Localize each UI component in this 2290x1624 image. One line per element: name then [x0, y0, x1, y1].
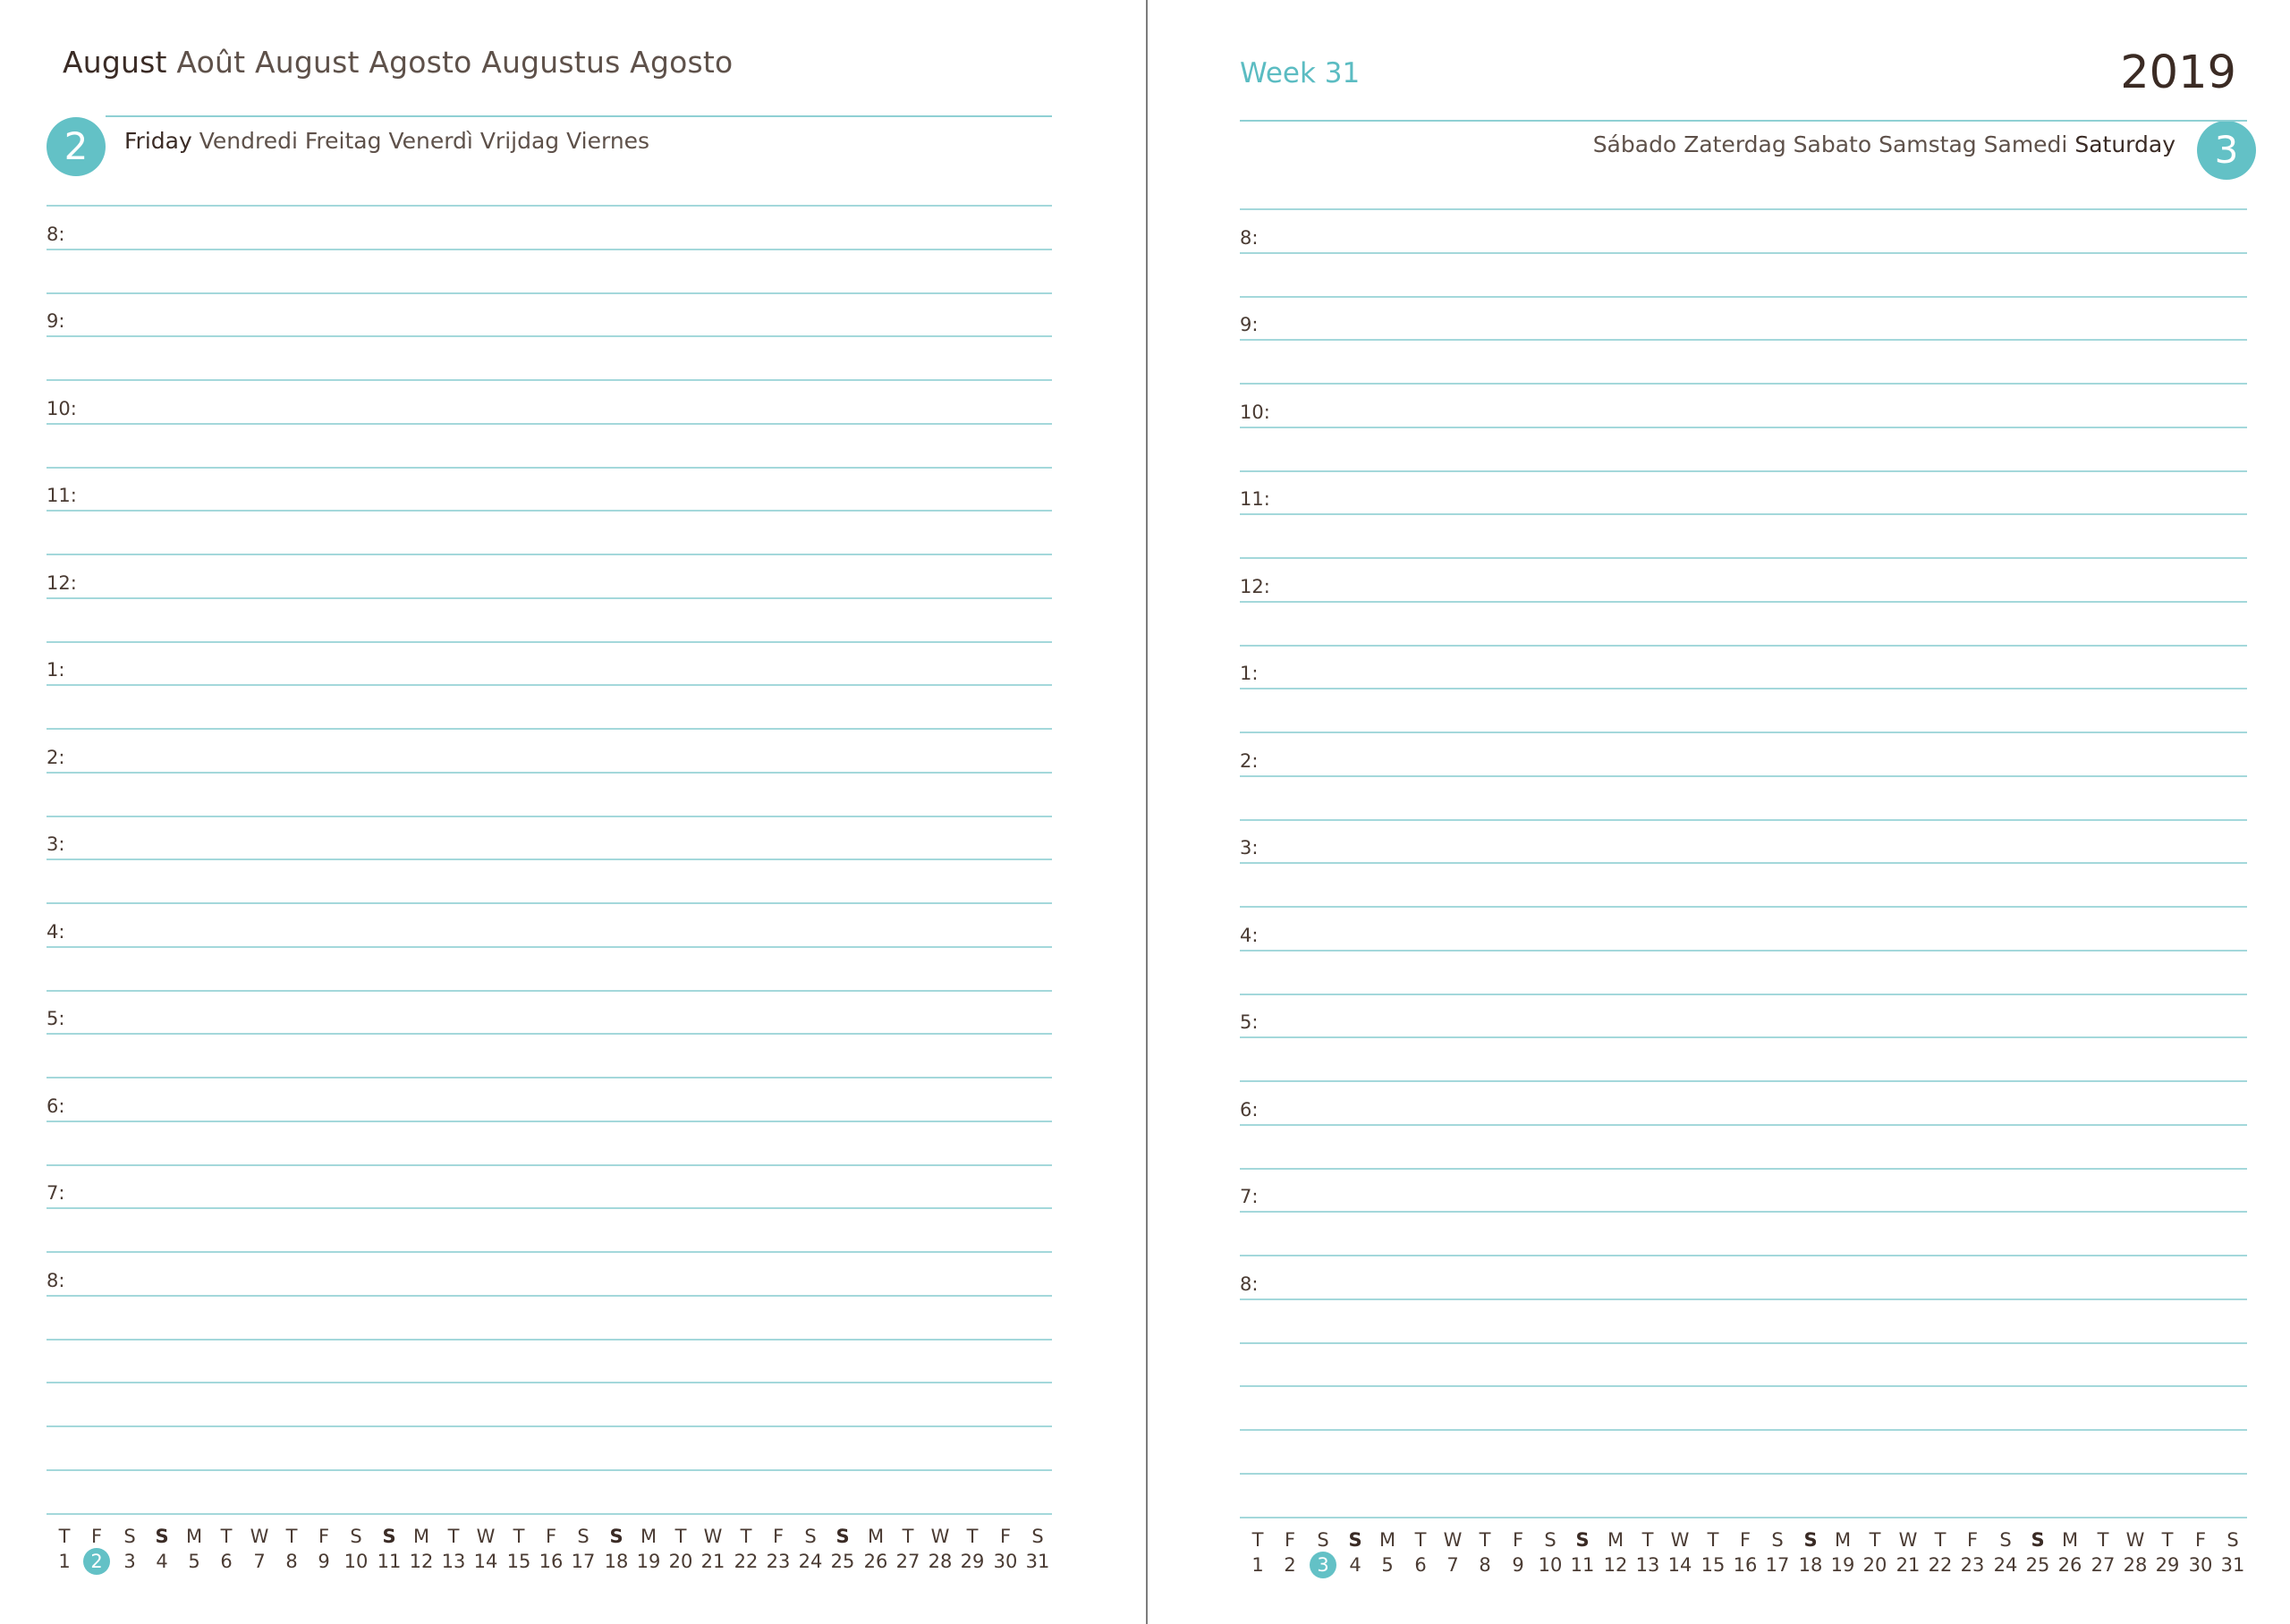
calendar-date[interactable]: 11	[377, 1551, 402, 1572]
calendar-weekday-letter: S	[1803, 1529, 1818, 1551]
hour-label: 3:	[1240, 837, 1259, 859]
ruled-line	[1240, 1473, 2247, 1475]
calendar-date[interactable]: 28	[928, 1551, 953, 1572]
calendar-weekday-letter: T	[447, 1526, 460, 1547]
month-title	[63, 45, 733, 80]
calendar-date[interactable]: 4	[1349, 1554, 1361, 1576]
calendar-date[interactable]: 12	[409, 1551, 434, 1572]
month-name-es: Agosto	[630, 45, 734, 80]
calendar-weekday-letter: W	[1898, 1529, 1918, 1551]
calendar-date[interactable]: 26	[2057, 1554, 2082, 1576]
ruled-line	[1240, 1342, 2247, 1344]
hour-label: 11:	[1240, 488, 1270, 510]
calendar-weekday-letter: W	[2125, 1529, 2145, 1551]
month-name-primary: August	[63, 45, 167, 80]
ruled-line	[1240, 994, 2247, 995]
ruled-line	[1240, 950, 2247, 952]
calendar-date[interactable]: 7	[253, 1551, 266, 1572]
calendar-date[interactable]: 22	[1928, 1554, 1953, 1576]
calendar-date[interactable]: 1	[58, 1551, 71, 1572]
hour-label: 6:	[1240, 1099, 1259, 1121]
calendar-date[interactable]: 17	[571, 1551, 596, 1572]
calendar-weekday-letter: W	[703, 1526, 723, 1547]
calendar-date[interactable]: 13	[441, 1551, 466, 1572]
day-name-it: Sabato	[1793, 131, 1872, 157]
calendar-weekday-letter: T	[1934, 1529, 1946, 1551]
calendar-weekday-letter: F	[1966, 1529, 1979, 1551]
day-name-fr: Samedi	[1983, 131, 2068, 157]
ruled-line	[47, 816, 1052, 817]
ruled-line	[47, 597, 1052, 599]
ruled-line	[1240, 252, 2247, 254]
calendar-weekday-letter: S	[2226, 1529, 2239, 1551]
calendar-weekday-letter: S	[382, 1526, 396, 1547]
calendar-date[interactable]: 5	[188, 1551, 200, 1572]
ruled-line	[1240, 1168, 2247, 1170]
calendar-weekday-letter: S	[350, 1526, 362, 1547]
hour-label: 6:	[47, 1095, 65, 1117]
day-name-de: Samstag	[1879, 131, 1977, 157]
calendar-date[interactable]: 15	[506, 1551, 531, 1572]
calendar-weekday-letter: S	[1317, 1529, 1329, 1551]
calendar-weekday-letter: F	[1512, 1529, 1524, 1551]
ruled-line	[47, 1033, 1052, 1035]
calendar-weekday-letter: W	[1443, 1529, 1463, 1551]
calendar-weekday-letter: F	[545, 1526, 557, 1547]
day-number-badge: 3	[2197, 121, 2256, 180]
calendar-weekday-letter: T	[1869, 1529, 1881, 1551]
day-name-nl: Vrijdag	[479, 128, 560, 154]
calendar-date[interactable]: 10	[1538, 1554, 1563, 1576]
hour-label: 7:	[1240, 1186, 1259, 1207]
ruled-line	[47, 902, 1052, 904]
ruled-line	[47, 1339, 1052, 1341]
calendar-date[interactable]: 19	[636, 1551, 661, 1572]
day-name-nl: Zaterdag	[1684, 131, 1786, 157]
ruled-line	[47, 728, 1052, 730]
calendar-weekday-letter: S	[123, 1526, 136, 1547]
month-name-fr: Août	[176, 45, 246, 80]
ruled-line	[1240, 383, 2247, 385]
ruled-line	[1240, 1124, 2247, 1126]
calendar-weekday-letter: S	[609, 1526, 623, 1547]
hour-label: 10:	[47, 398, 77, 419]
calendar-weekday-letter: S	[1771, 1529, 1784, 1551]
calendar-weekday-letter: F	[999, 1526, 1012, 1547]
calendar-date[interactable]: 2	[1284, 1554, 1296, 1576]
calendar-date[interactable]: 3	[123, 1551, 136, 1572]
calendar-weekday-letter: M	[1607, 1529, 1624, 1551]
calendar-weekday-letter: T	[285, 1526, 298, 1547]
calendar-date[interactable]: 27	[2091, 1554, 2116, 1576]
calendar-weekday-letter: S	[1031, 1526, 1044, 1547]
ruled-line	[1240, 1298, 2247, 1300]
calendar-date[interactable]: 1	[1251, 1554, 1264, 1576]
ruled-line	[47, 990, 1052, 992]
calendar-weekday-letter: M	[412, 1526, 430, 1547]
calendar-date[interactable]: 29	[960, 1551, 985, 1572]
calendar-weekday-letter: S	[835, 1526, 850, 1547]
hour-label: 8:	[1240, 227, 1259, 249]
hour-label: 4:	[47, 921, 65, 943]
hour-label: 9:	[1240, 314, 1259, 335]
day-name-primary: Saturday	[2074, 131, 2176, 157]
calendar-weekday-letter: T	[902, 1526, 914, 1547]
hour-label: 2:	[1240, 750, 1259, 772]
ruled-line	[47, 859, 1052, 860]
hour-label: 11:	[47, 485, 77, 506]
day-names	[1593, 131, 2176, 157]
hour-label: 8:	[47, 224, 65, 245]
month-name-de: August	[254, 45, 360, 80]
ruled-line	[47, 684, 1052, 686]
calendar-date[interactable]: 9	[1512, 1554, 1524, 1576]
calendar-date-selected[interactable]: 2	[83, 1548, 110, 1575]
calendar-date[interactable]: 22	[734, 1551, 759, 1572]
ruled-line	[47, 1121, 1052, 1122]
ruled-line	[1240, 1385, 2247, 1387]
hour-label: 9:	[47, 310, 65, 332]
calendar-date[interactable]: 16	[1733, 1554, 1758, 1576]
calendar-date[interactable]: 16	[539, 1551, 564, 1572]
ruled-line	[1240, 339, 2247, 341]
calendar-date[interactable]: 23	[1960, 1554, 1985, 1576]
calendar-weekday-letter: T	[2097, 1529, 2109, 1551]
calendar-date[interactable]: 13	[1635, 1554, 1660, 1576]
calendar-weekday-letter: W	[930, 1526, 950, 1547]
ruled-line	[1240, 470, 2247, 472]
calendar-weekday-letter: T	[1414, 1529, 1427, 1551]
ruled-line	[47, 1164, 1052, 1166]
calendar-weekday-letter: S	[1575, 1529, 1590, 1551]
ruled-line	[1240, 732, 2247, 733]
ruled-line	[47, 510, 1052, 512]
calendar-date[interactable]: 28	[2123, 1554, 2148, 1576]
ruled-line	[1240, 1517, 2247, 1518]
calendar-weekday-letter: S	[1544, 1529, 1556, 1551]
ruled-line	[1240, 1429, 2247, 1431]
calendar-date[interactable]: 5	[1381, 1554, 1394, 1576]
header-rule	[106, 115, 1052, 117]
calendar-weekday-letter: M	[1378, 1529, 1396, 1551]
calendar-date[interactable]: 25	[2025, 1554, 2050, 1576]
ruled-line	[47, 772, 1052, 774]
ruled-line	[1240, 1255, 2247, 1256]
calendar-weekday-letter: T	[1251, 1529, 1264, 1551]
calendar-weekday-letter: M	[1834, 1529, 1852, 1551]
calendar-date[interactable]: 20	[668, 1551, 693, 1572]
day-names	[124, 128, 649, 154]
day-name-es: Sábado	[1592, 131, 1677, 157]
ruled-line	[1240, 557, 2247, 559]
calendar-weekday-letter: W	[476, 1526, 496, 1547]
month-name-it: Agosto	[369, 45, 472, 80]
hour-label: 12:	[47, 572, 77, 594]
ruled-line	[47, 946, 1052, 948]
ruled-line	[1240, 906, 2247, 908]
calendar-weekday-letter: S	[577, 1526, 589, 1547]
ruled-line	[47, 292, 1052, 294]
day-number-badge: 2	[47, 117, 106, 176]
ruled-line	[47, 641, 1052, 643]
day-name-fr: Vendredi	[199, 128, 298, 154]
calendar-date[interactable]: 26	[863, 1551, 888, 1572]
hour-label: 2:	[47, 747, 65, 768]
hour-label: 8:	[47, 1270, 65, 1291]
calendar-weekday-letter: F	[772, 1526, 785, 1547]
calendar-weekday-letter: F	[318, 1526, 330, 1547]
ruled-line	[47, 1251, 1052, 1253]
day-name-primary: Friday	[124, 128, 192, 154]
ruled-line	[1240, 688, 2247, 689]
calendar-date[interactable]: 29	[2155, 1554, 2180, 1576]
ruled-line	[47, 1513, 1052, 1515]
ruled-line	[1240, 645, 2247, 647]
ruled-line	[1240, 1080, 2247, 1082]
ruled-line	[1240, 819, 2247, 821]
calendar-weekday-letter: T	[1479, 1529, 1491, 1551]
calendar-weekday-letter: T	[1707, 1529, 1719, 1551]
ruled-line	[47, 249, 1052, 250]
ruled-line	[1240, 1036, 2247, 1038]
calendar-date[interactable]: 19	[1830, 1554, 1855, 1576]
hour-label: 12:	[1240, 576, 1270, 597]
calendar-weekday-letter: W	[250, 1526, 269, 1547]
calendar-weekday-letter: T	[2161, 1529, 2174, 1551]
calendar-weekday-letter: S	[1999, 1529, 2012, 1551]
page-spine	[1146, 0, 1148, 1624]
ruled-line	[47, 1207, 1052, 1209]
calendar-weekday-letter: S	[804, 1526, 817, 1547]
calendar-date[interactable]: 9	[318, 1551, 330, 1572]
ruled-line	[1240, 208, 2247, 210]
calendar-date[interactable]: 24	[1993, 1554, 2018, 1576]
calendar-date[interactable]: 18	[1798, 1554, 1823, 1576]
week-label: Week 31	[1240, 57, 1361, 89]
calendar-date[interactable]: 31	[1025, 1551, 1050, 1572]
calendar-weekday-letter: T	[220, 1526, 233, 1547]
calendar-weekday-letter: T	[674, 1526, 687, 1547]
ruled-line	[47, 1425, 1052, 1427]
calendar-weekday-letter: S	[2031, 1529, 2045, 1551]
ruled-line	[47, 1077, 1052, 1078]
hour-label: 8:	[1240, 1273, 1259, 1295]
ruled-line	[47, 554, 1052, 555]
calendar-weekday-letter: S	[1348, 1529, 1362, 1551]
calendar-date[interactable]: 12	[1603, 1554, 1628, 1576]
day-name-es: Viernes	[566, 128, 650, 154]
day-name-de: Freitag	[304, 128, 382, 154]
calendar-date[interactable]: 6	[1414, 1554, 1427, 1576]
calendar-date-selected[interactable]: 3	[1310, 1552, 1336, 1578]
hour-label: 5:	[1240, 1011, 1259, 1033]
ruled-line	[1240, 601, 2247, 603]
calendar-date[interactable]: 21	[700, 1551, 725, 1572]
calendar-date[interactable]: 31	[2220, 1554, 2245, 1576]
ruled-line	[1240, 775, 2247, 777]
ruled-line	[1240, 427, 2247, 428]
hour-label: 5:	[47, 1008, 65, 1029]
calendar-date[interactable]: 18	[604, 1551, 629, 1572]
month-name-nl: Augustus	[481, 45, 621, 80]
day-name-it: Venerdì	[388, 128, 473, 154]
calendar-weekday-letter: T	[966, 1526, 979, 1547]
hour-label: 10:	[1240, 402, 1270, 423]
calendar-weekday-letter: F	[1284, 1529, 1296, 1551]
calendar-date[interactable]: 4	[156, 1551, 168, 1572]
calendar-weekday-letter: T	[513, 1526, 525, 1547]
calendar-weekday-letter: M	[185, 1526, 203, 1547]
calendar-weekday-letter: W	[1670, 1529, 1690, 1551]
ruled-line	[47, 467, 1052, 469]
ruled-line	[47, 423, 1052, 425]
calendar-date[interactable]: 30	[2188, 1554, 2213, 1576]
calendar-weekday-letter: M	[2061, 1529, 2079, 1551]
calendar-date[interactable]: 15	[1701, 1554, 1726, 1576]
hour-label: 4:	[1240, 925, 1259, 946]
calendar-weekday-letter: F	[90, 1526, 103, 1547]
ruled-line	[47, 1382, 1052, 1383]
calendar-date[interactable]: 23	[766, 1551, 791, 1572]
ruled-line	[47, 1469, 1052, 1471]
calendar-date[interactable]: 8	[285, 1551, 298, 1572]
calendar-date[interactable]: 8	[1479, 1554, 1491, 1576]
ruled-line	[1240, 862, 2247, 864]
hour-label: 7:	[47, 1182, 65, 1204]
calendar-date[interactable]: 17	[1765, 1554, 1790, 1576]
calendar-weekday-letter: M	[867, 1526, 885, 1547]
calendar-date[interactable]: 6	[220, 1551, 233, 1572]
ruled-line	[1240, 513, 2247, 515]
calendar-date[interactable]: 21	[1896, 1554, 1921, 1576]
calendar-date[interactable]: 30	[993, 1551, 1018, 1572]
year-label: 2019	[2120, 47, 2236, 99]
calendar-weekday-letter: M	[640, 1526, 657, 1547]
calendar-weekday-letter: F	[2194, 1529, 2207, 1551]
ruled-line	[47, 1295, 1052, 1297]
calendar-date[interactable]: 14	[473, 1551, 498, 1572]
calendar-date[interactable]: 25	[830, 1551, 855, 1572]
hour-label: 1:	[1240, 663, 1259, 684]
calendar-weekday-letter: T	[58, 1526, 71, 1547]
calendar-date[interactable]: 20	[1862, 1554, 1887, 1576]
ruled-line	[47, 335, 1052, 337]
calendar-date[interactable]: 27	[895, 1551, 920, 1572]
ruled-line	[47, 379, 1052, 381]
calendar-date[interactable]: 10	[344, 1551, 369, 1572]
calendar-date[interactable]: 11	[1570, 1554, 1595, 1576]
calendar-date[interactable]: 14	[1667, 1554, 1692, 1576]
header-rule	[1240, 120, 2247, 122]
hour-label: 3:	[47, 833, 65, 855]
calendar-weekday-letter: S	[155, 1526, 169, 1547]
hour-label: 1:	[47, 659, 65, 681]
ruled-line	[1240, 296, 2247, 298]
calendar-weekday-letter: T	[740, 1526, 752, 1547]
ruled-line	[47, 205, 1052, 207]
calendar-weekday-letter: T	[1641, 1529, 1654, 1551]
calendar-weekday-letter: F	[1739, 1529, 1751, 1551]
ruled-line	[1240, 1211, 2247, 1213]
calendar-date[interactable]: 24	[798, 1551, 823, 1572]
calendar-date[interactable]: 7	[1446, 1554, 1459, 1576]
